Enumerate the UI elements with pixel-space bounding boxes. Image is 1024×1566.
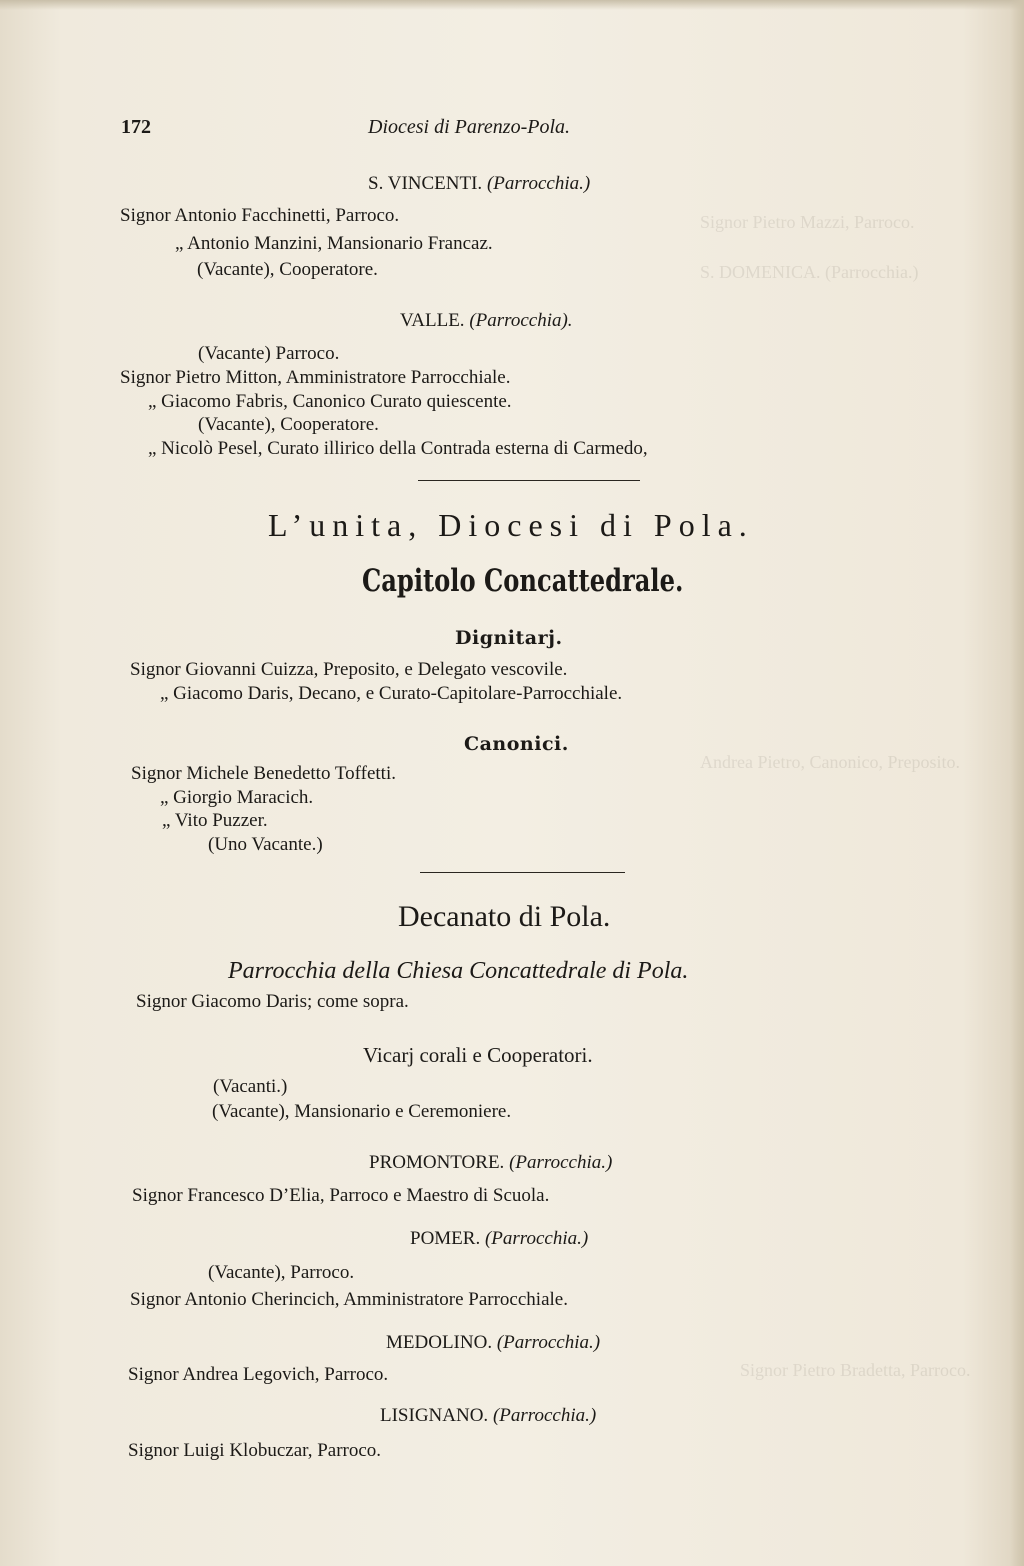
clergy-line: „ Vito Puzzer. <box>162 810 268 831</box>
clergy-line: „ Giorgio Maracich. <box>160 787 314 808</box>
heading-vicarj: Vicarj corali e Cooperatori. <box>363 1043 593 1067</box>
clergy-line: (Vacante), Mansionario e Ceremoniere. <box>212 1101 512 1122</box>
section-divider <box>418 480 640 481</box>
parish-title-concattedrale: Parrocchia della Chiesa Concattedrale di Pola. <box>228 958 689 984</box>
clergy-line: Signor Michele Benedetto Toffetti. <box>131 763 396 784</box>
clergy-line: „ Giacomo Daris, Decano, e Curato-Capitolare-Parrocchiale. <box>160 683 623 704</box>
clergy-line: „ Giacomo Fabris, Canonico Curato quiescente. <box>148 391 512 412</box>
clergy-line: (Vacante), Parroco. <box>208 1262 355 1283</box>
section-subtitle-capitolo: Capitolo Concattedrale. <box>362 563 684 599</box>
parish-name: PROMONTORE. <box>369 1152 505 1173</box>
parish-heading-medolino <box>386 1332 600 1354</box>
bleed-through-text: Andrea Pietro, Canonico, Preposito. <box>700 752 960 772</box>
clergy-line: Signor Giacomo Daris; come sopra. <box>136 991 409 1012</box>
parish-type: (Parrocchia.) <box>492 1405 597 1426</box>
section-title-unita: L’unita, Diocesi di Pola. <box>268 507 754 543</box>
bleed-through-text: Signor Pietro Mazzi, Parroco. <box>700 212 915 232</box>
parish-name: S. VINCENTI. <box>368 173 483 194</box>
parish-heading-promontore <box>369 1152 612 1174</box>
heading-dignitarj: Dignitarj. <box>455 627 563 649</box>
clergy-line: Signor Pietro Mitton, Amministratore Parrocchiale. <box>120 367 511 388</box>
parish-heading-lisignano <box>380 1405 596 1427</box>
clergy-line: Signor Andrea Legovich, Parroco. <box>128 1364 389 1385</box>
clergy-line: (Vacante), Cooperatore. <box>198 414 379 435</box>
section-title-decanato: Decanato di Pola. <box>398 900 611 933</box>
clergy-line: (Uno Vacante.) <box>208 834 323 855</box>
parish-name: POMER. <box>410 1228 481 1249</box>
clergy-line: „ Nicolò Pesel, Curato illirico della Contrada esterna di Carmedo, <box>148 438 648 459</box>
page-top-shadow <box>0 0 1024 10</box>
page-number: 172 <box>121 116 151 138</box>
clergy-line: (Vacanti.) <box>213 1076 288 1097</box>
heading-canonici: Canonici. <box>464 733 569 755</box>
clergy-line: Signor Antonio Facchinetti, Parroco. <box>120 205 400 226</box>
clergy-line: Signor Luigi Klobuczar, Parroco. <box>128 1440 382 1461</box>
parish-type: (Parrocchia). <box>469 310 573 331</box>
bleed-through-text: Signor Pietro Bradetta, Parroco. <box>740 1360 971 1380</box>
parish-type: (Parrocchia.) <box>484 1228 589 1249</box>
parish-type: (Parrocchia.) <box>496 1332 601 1353</box>
clergy-line: (Vacante), Cooperatore. <box>197 259 378 280</box>
page-right-shadow <box>1010 0 1024 1566</box>
running-title: Diocesi di Parenzo-Pola. <box>368 116 571 138</box>
section-divider <box>420 872 625 873</box>
clergy-line: Signor Francesco D’Elia, Parroco e Maestro di Scuola. <box>132 1185 550 1206</box>
clergy-line: „ Antonio Manzini, Mansionario Francaz. <box>175 233 493 254</box>
clergy-line: Signor Antonio Cherincich, Amministratore Parrocchiale. <box>130 1289 568 1310</box>
parish-type: (Parrocchia.) <box>486 173 591 194</box>
parish-name: LISIGNANO. <box>380 1405 489 1426</box>
parish-heading-valle <box>400 310 573 332</box>
bleed-through-text: S. DOMENICA. (Parrocchia.) <box>700 262 919 282</box>
parish-heading-pomer <box>410 1228 588 1250</box>
parish-name: MEDOLINO. <box>386 1332 493 1353</box>
clergy-line: Signor Giovanni Cuizza, Preposito, e Delegato vescovile. <box>130 659 568 680</box>
parish-heading-s-vincenti <box>368 173 590 195</box>
parish-name: VALLE. <box>400 310 465 331</box>
clergy-line: (Vacante) Parroco. <box>198 343 340 364</box>
parish-type: (Parrocchia.) <box>509 1152 613 1173</box>
